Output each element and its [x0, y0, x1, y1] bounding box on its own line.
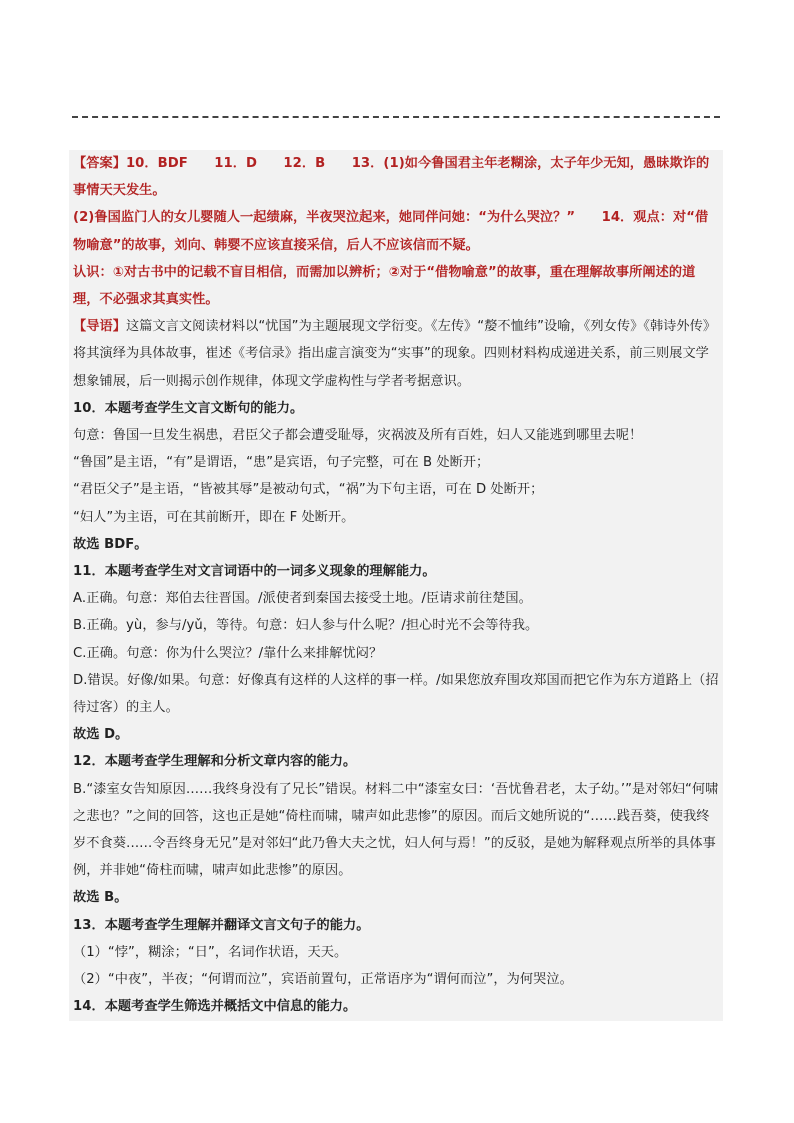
q10-analysis-f: “妇人”为主语，可在其前断开，即在 F 处断开。: [73, 509, 355, 525]
q12-conclusion: 故选 B。: [73, 890, 128, 906]
q10-title: 10．本题考查学生文言文断句的能力。: [73, 400, 304, 416]
q12-title: 12．本题考查学生理解和分析文章内容的能力。: [73, 754, 357, 770]
q10-analysis-b: “鲁国”是主语，“有”是谓语，“患”是宾语，句子完整，可在 B 处断开；: [73, 455, 490, 471]
q10-conclusion: 故选 BDF。: [73, 536, 148, 552]
dashed-separator: [72, 116, 720, 118]
q12-option-b: B.“漆室女告知原因……我终身没有了兄长”错误。材料二中“漆室女曰：‘吾忧鲁君老，太子幼。’”是对邻妇“何啸之悲也？”之间的回答，这也正是她“倚柱而啸，啸声如此悲惨”的原因。而后文她所说的“……践吾葵，使我终岁不食葵……令吾终身无兄”是对邻妇“此乃鲁大夫之忧，妇人何与焉！”的反驳，是她为解释观点所举的具体事例，并非她“倚柱而啸，啸声如此悲惨”的原因。: [73, 781, 719, 879]
answer-line-2: (2)鲁国监门人的女儿婴随人一起绩麻，半夜哭泣起来，她同伴问她：“为什么哭泣？” 14．观点：对“借物喻意”的故事，刘向、韩婴不应该直接采信，后人不应该信而不疑。: [73, 210, 709, 253]
q14-title: 14．本题考查学生筛选并概括文中信息的能力。: [73, 999, 357, 1015]
answer-analysis-section: [69, 150, 723, 1021]
q11-option-d: D.错误。好像/如果。句意：好像真有这样的人这样的事一样。/如果您放弃围攻郑国而把它作为东方道路上（招待过客）的主人。: [73, 672, 719, 716]
answer-line-1: 【答案】10．BDF 11．D 12．B 13．(1)如今鲁国君主年老糊涂，太子年少无知，愚昧欺诈的事情天天发生。: [73, 156, 710, 199]
q11-option-c: C.正确。句意：你为什么哭泣？/靠什么来排解忧闷？: [73, 645, 383, 661]
q13-part-2: （2）“中夜”，半夜；“何谓而泣”，宾语前置句，正常语序为“谓何而泣”，为何哭泣。: [73, 972, 573, 988]
q13-title: 13．本题考查学生理解并翻译文言文句子的能力。: [73, 917, 370, 933]
guide-paragraph: 【导语】这篇文言文阅读材料以“忧国”为主题展现文学衍变。《左传》“嫠不恤纬”设喻，《列女传》《韩诗外传》将其演绎为具体故事，崔述《考信录》指出虚言演变为“实事”的现象。四则材料构成递进关系，前三则展文学想象铺展，后一则揭示创作规律，体现文学虚构性与学者考据意识。: [73, 319, 717, 389]
q13-part-1: （1）“悖”，糊涂；“日”，名词作状语，天天。: [73, 944, 348, 960]
q11-option-a: A.正确。句意：郑伯去往晋国。/派使者到秦国去接受土地。/臣请求前往楚国。: [73, 591, 532, 607]
answer-line-3: 认识：①对古书中的记载不盲目相信，而需加以辨析；②对于“借物喻意”的故事，重在理解故事所阐述的道理，不必强求其真实性。: [73, 264, 696, 308]
q10-analysis-d: “君臣父子”是主语，“皆被其辱”是被动句式，“祸”为下句主语，可在 D 处断开；: [73, 482, 544, 498]
q11-title: 11．本题考查学生对文言词语中的一词多义现象的理解能力。: [73, 564, 436, 580]
q11-option-b: B.正确。yù，参与/yǔ，等待。句意：妇人参与什么呢？/担心时光不会等待我。: [73, 618, 539, 634]
q11-conclusion: 故选 D。: [73, 727, 129, 743]
q10-meaning: 句意：鲁国一旦发生祸患，君臣父子都会遭受耻辱，灾祸波及所有百姓，妇人又能逃到哪里去呢！: [73, 428, 643, 444]
